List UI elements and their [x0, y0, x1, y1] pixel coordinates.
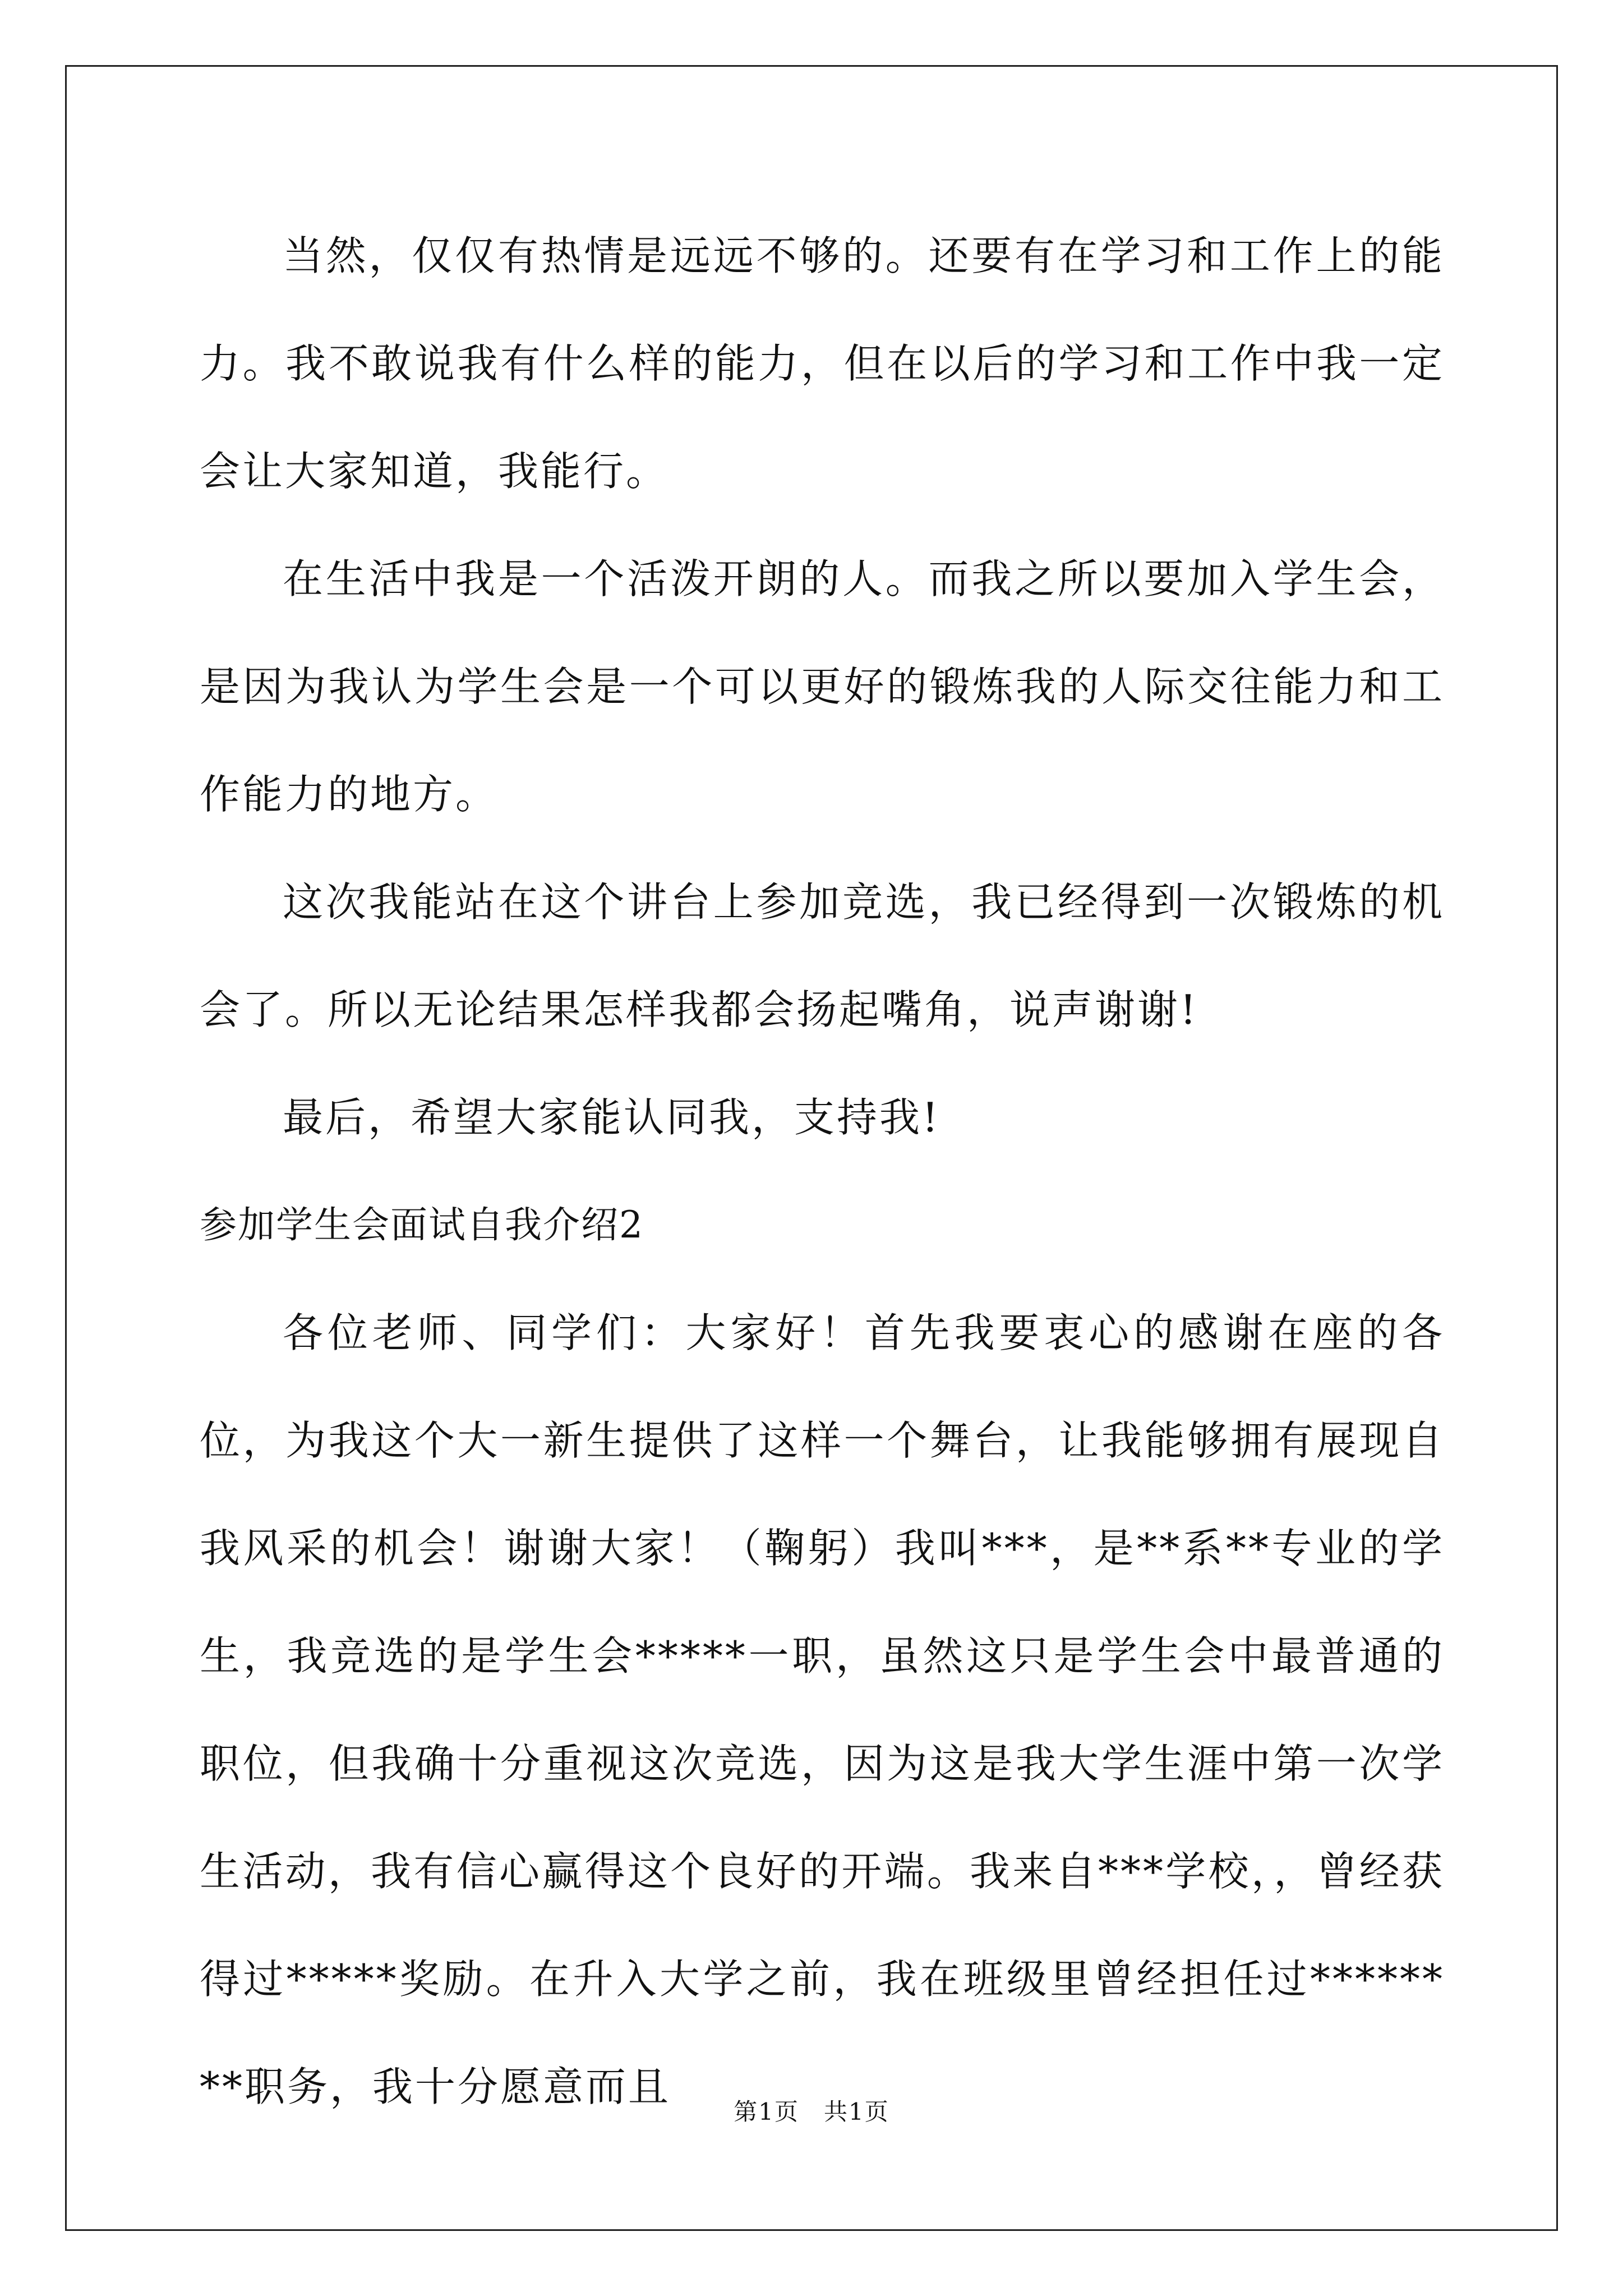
paragraph: 最后，希望大家能认同我，支持我!: [283, 1094, 940, 1141]
document-body: [200, 202, 1445, 2141]
paragraph: 在生活中我是一个活泼开朗的人。而我之所以要加入学生会，是因为我认为学生会是一个可以更好的锻炼我的人际交往能力和工作能力的地方。: [200, 555, 1445, 818]
paragraph: 当然，仅仅有热情是远远不够的。还要有在学习和工作上的能力。我不敢说我有什么样的能力，但在以后的学习和工作中我一定会让大家知道，我能行。: [200, 232, 1445, 495]
paragraph: 各位老师、同学们：大家好！首先我要衷心的感谢在座的各位，为我这个大一新生提供了这样一个舞台，让我能够拥有展现自我风采的机会！谢谢大家！（鞠躬）我叫***，是**系**专业的学生，我竞选的是学生会*****一职，虽然这只是学生会中最普通的职位，但我确十分重视这次竞选，因为这是我大学生涯中第一次学生活动，我有信心赢得这个良好的开端。我来自***学校，，曾经获得过*****奖励。在升入大学之前，我在班级里曾经担任过********职务，我十分愿意而且: [200, 1309, 1445, 2110]
section-title: 参加学生会面试自我介绍2: [200, 1203, 644, 1246]
page-footer: 第1页 共1页: [734, 2098, 889, 2125]
paragraph: 这次我能站在这个讲台上参加竞选，我已经得到一次锻炼的机会了。所以无论结果怎样我都会扬起嘴角，说声谢谢!: [200, 878, 1445, 1033]
